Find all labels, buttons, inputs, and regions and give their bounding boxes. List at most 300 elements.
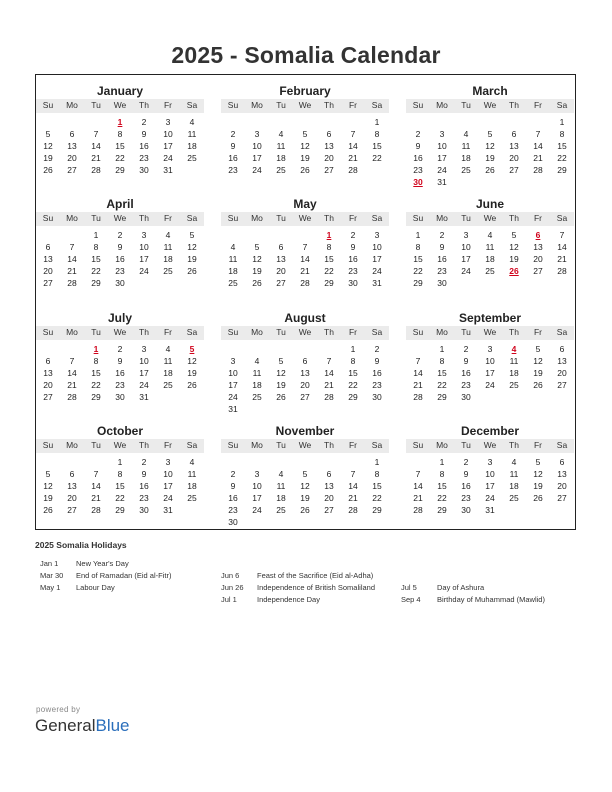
month-block xyxy=(406,197,574,307)
month-block xyxy=(36,424,204,534)
month-block xyxy=(221,84,389,194)
day-cell: 30 xyxy=(461,392,471,402)
day-cell: 5 xyxy=(45,469,51,479)
day-cell: 22 xyxy=(437,380,447,390)
day-cell: 16 xyxy=(228,493,238,503)
day-cell: 13 xyxy=(324,481,334,491)
day-cell: 14 xyxy=(300,254,310,264)
day-cell: 8 xyxy=(439,469,445,479)
day-cell: 14 xyxy=(413,368,423,378)
day-cell: 23 xyxy=(461,493,471,503)
day-cell: 27 xyxy=(300,392,310,402)
day-cell: 16 xyxy=(413,153,423,163)
month-block xyxy=(36,197,204,307)
day-cell: 28 xyxy=(300,278,310,288)
day-cell: 26 xyxy=(300,165,310,175)
day-cell: 28 xyxy=(348,505,358,515)
day-cell: 10 xyxy=(485,469,495,479)
day-cell: 17 xyxy=(252,493,262,503)
weekday-label: Mo xyxy=(66,327,78,337)
day-cell: 6 xyxy=(45,242,51,252)
day-cell: 22 xyxy=(91,380,101,390)
holidays-title: 2025 Somalia Holidays xyxy=(35,540,127,550)
day-cell: 23 xyxy=(372,380,382,390)
generalblue-logo[interactable] xyxy=(35,716,130,736)
day-cell: 25 xyxy=(276,165,286,175)
weekday-label: We xyxy=(483,213,497,223)
day-cell: 13 xyxy=(557,356,567,366)
weekday-label: Tu xyxy=(461,440,471,450)
day-cell: 3 xyxy=(254,129,260,139)
weekday-label: Su xyxy=(412,213,424,223)
day-cell: 19 xyxy=(300,153,310,163)
holiday-day-cell: 30 xyxy=(413,177,423,187)
weekday-header xyxy=(406,326,574,340)
day-cell: 24 xyxy=(485,380,495,390)
weekday-label: Th xyxy=(509,213,519,223)
month-block xyxy=(36,311,204,421)
day-cell: 19 xyxy=(252,266,262,276)
day-cell: 2 xyxy=(415,129,421,139)
day-cell: 20 xyxy=(67,493,77,503)
day-cell: 5 xyxy=(487,129,493,139)
weekday-label: Su xyxy=(227,440,239,450)
holiday-day-cell: 5 xyxy=(189,344,195,354)
day-cell: 29 xyxy=(324,278,334,288)
day-cell: 22 xyxy=(413,266,423,276)
day-cell: 9 xyxy=(463,469,469,479)
weekday-header xyxy=(406,212,574,226)
weekday-label: Mo xyxy=(66,100,78,110)
day-cell: 27 xyxy=(276,278,286,288)
weekday-label: Tu xyxy=(276,100,286,110)
holiday-date: Jun 26 xyxy=(221,583,244,592)
day-cell: 14 xyxy=(67,368,77,378)
day-cell: 25 xyxy=(187,153,197,163)
day-cell: 9 xyxy=(374,356,380,366)
weekday-label: Fr xyxy=(348,100,358,110)
day-cell: 20 xyxy=(276,266,286,276)
day-cell: 23 xyxy=(228,165,238,175)
day-cell: 25 xyxy=(485,266,495,276)
day-cell: 18 xyxy=(276,493,286,503)
month-block xyxy=(221,424,389,534)
day-cell: 19 xyxy=(533,368,543,378)
day-cell: 9 xyxy=(439,242,445,252)
day-cell: 9 xyxy=(141,469,147,479)
weekday-label: We xyxy=(113,100,127,110)
day-cell: 2 xyxy=(439,230,445,240)
day-cell: 23 xyxy=(413,165,423,175)
day-cell: 20 xyxy=(324,493,334,503)
day-cell: 17 xyxy=(139,254,149,264)
day-cell: 27 xyxy=(67,165,77,175)
day-cell: 29 xyxy=(372,505,382,515)
holiday-name: Labour Day xyxy=(76,583,115,592)
day-cell: 8 xyxy=(93,242,99,252)
day-cell: 15 xyxy=(372,481,382,491)
day-cell: 21 xyxy=(533,153,543,163)
weekday-label: Sa xyxy=(371,327,383,337)
day-cell: 15 xyxy=(437,481,447,491)
day-cell: 4 xyxy=(278,469,284,479)
day-cell: 13 xyxy=(324,141,334,151)
day-cell: 21 xyxy=(324,380,334,390)
day-cell: 2 xyxy=(463,457,469,467)
day-cell: 3 xyxy=(254,469,260,479)
day-cell: 28 xyxy=(91,505,101,515)
day-cell: 6 xyxy=(69,129,75,139)
day-cell: 18 xyxy=(252,380,262,390)
weekday-label: Su xyxy=(227,100,239,110)
day-cell: 31 xyxy=(228,404,238,414)
day-cell: 16 xyxy=(372,368,382,378)
day-cell: 30 xyxy=(437,278,447,288)
day-cell: 27 xyxy=(557,380,567,390)
day-cell: 20 xyxy=(43,266,53,276)
day-cell: 7 xyxy=(326,356,332,366)
day-cell: 10 xyxy=(461,242,471,252)
day-cell: 20 xyxy=(557,368,567,378)
powered-by-label: powered by xyxy=(36,705,81,714)
day-cell: 12 xyxy=(509,242,519,252)
weekday-header xyxy=(406,99,574,113)
day-cell: 18 xyxy=(163,254,173,264)
day-cell: 20 xyxy=(509,153,519,163)
holiday-date: Sep 4 xyxy=(401,595,421,604)
day-cell: 9 xyxy=(415,141,421,151)
day-cell: 18 xyxy=(228,266,238,276)
weekday-label: We xyxy=(483,327,497,337)
day-cell: 9 xyxy=(230,481,236,491)
day-cell: 11 xyxy=(228,254,238,264)
day-cell: 9 xyxy=(230,141,236,151)
day-cell: 10 xyxy=(252,481,262,491)
month-name: September xyxy=(458,311,522,325)
day-cell: 23 xyxy=(348,266,358,276)
day-cell: 1 xyxy=(439,457,445,467)
holiday-name: Day of Ashura xyxy=(437,583,485,592)
day-cell: 14 xyxy=(557,242,567,252)
weekday-label: Th xyxy=(509,327,519,337)
day-cell: 15 xyxy=(91,254,101,264)
weekday-header xyxy=(36,99,204,113)
day-cell: 12 xyxy=(187,356,197,366)
day-cell: 6 xyxy=(302,356,308,366)
weekday-label: Sa xyxy=(556,327,568,337)
day-cell: 13 xyxy=(276,254,286,264)
weekday-label: Fr xyxy=(163,100,173,110)
day-cell: 19 xyxy=(485,153,495,163)
day-cell: 12 xyxy=(43,141,53,151)
holiday-item xyxy=(221,583,375,592)
day-cell: 10 xyxy=(437,141,447,151)
day-cell: 13 xyxy=(43,254,53,264)
weekday-label: Sa xyxy=(556,100,568,110)
day-cell: 30 xyxy=(115,392,125,402)
day-cell: 12 xyxy=(300,481,310,491)
day-cell: 13 xyxy=(557,469,567,479)
day-cell: 8 xyxy=(117,469,123,479)
day-cell: 25 xyxy=(163,266,173,276)
day-cell: 23 xyxy=(228,505,238,515)
day-cell: 10 xyxy=(139,356,149,366)
weekday-label: Th xyxy=(139,327,149,337)
day-cell: 3 xyxy=(141,344,147,354)
day-cell: 8 xyxy=(374,129,380,139)
weekday-label: We xyxy=(483,100,497,110)
day-cell: 13 xyxy=(533,242,543,252)
day-cell: 12 xyxy=(300,141,310,151)
day-cell: 19 xyxy=(187,368,197,378)
day-cell: 16 xyxy=(348,254,358,264)
day-cell: 15 xyxy=(91,368,101,378)
day-cell: 12 xyxy=(43,481,53,491)
day-cell: 23 xyxy=(139,493,149,503)
day-cell: 24 xyxy=(163,153,173,163)
day-cell: 5 xyxy=(535,344,541,354)
day-cell: 16 xyxy=(115,254,125,264)
day-cell: 9 xyxy=(141,129,147,139)
day-cell: 6 xyxy=(559,344,565,354)
day-cell: 5 xyxy=(302,129,308,139)
holiday-name: Birthday of Muhammad (Mawlid) xyxy=(437,595,545,604)
day-cell: 26 xyxy=(276,392,286,402)
logo-part-blue: Blue xyxy=(95,716,130,735)
day-cell: 2 xyxy=(141,117,147,127)
weekday-label: Su xyxy=(42,213,54,223)
day-cell: 25 xyxy=(187,493,197,503)
weekday-header xyxy=(221,212,389,226)
weekday-label: Su xyxy=(412,327,424,337)
day-cell: 11 xyxy=(252,368,262,378)
weekday-label: Fr xyxy=(163,327,173,337)
day-cell: 18 xyxy=(485,254,495,264)
weekday-label: Su xyxy=(42,100,54,110)
day-cell: 11 xyxy=(163,242,173,252)
day-cell: 15 xyxy=(115,141,125,151)
day-cell: 28 xyxy=(348,165,358,175)
day-cell: 2 xyxy=(350,230,356,240)
day-cell: 18 xyxy=(187,481,197,491)
weekday-label: Sa xyxy=(556,213,568,223)
weekday-label: Th xyxy=(324,327,334,337)
day-cell: 11 xyxy=(187,469,197,479)
day-cell: 8 xyxy=(326,242,332,252)
day-cell: 4 xyxy=(230,242,236,252)
day-cell: 27 xyxy=(533,266,543,276)
day-cell: 7 xyxy=(350,469,356,479)
day-cell: 28 xyxy=(324,392,334,402)
month-name: February xyxy=(279,84,331,98)
day-cell: 19 xyxy=(276,380,286,390)
day-cell: 7 xyxy=(350,129,356,139)
day-cell: 21 xyxy=(413,493,423,503)
month-name: December xyxy=(460,424,520,438)
weekday-label: Sa xyxy=(186,327,198,337)
month-name: July xyxy=(107,311,132,325)
day-cell: 3 xyxy=(487,344,493,354)
day-cell: 21 xyxy=(67,266,77,276)
weekday-label: Th xyxy=(509,100,519,110)
day-cell: 21 xyxy=(67,380,77,390)
day-cell: 26 xyxy=(43,505,53,515)
day-cell: 16 xyxy=(139,481,149,491)
day-cell: 15 xyxy=(115,481,125,491)
day-cell: 29 xyxy=(115,505,125,515)
holiday-date: May 1 xyxy=(40,583,61,592)
day-cell: 18 xyxy=(461,153,471,163)
day-cell: 15 xyxy=(413,254,423,264)
month-block xyxy=(406,311,574,421)
month-block xyxy=(406,424,574,534)
day-cell: 20 xyxy=(300,380,310,390)
weekday-label: Tu xyxy=(91,327,101,337)
day-cell: 25 xyxy=(276,505,286,515)
day-cell: 7 xyxy=(93,469,99,479)
day-cell: 29 xyxy=(413,278,423,288)
day-cell: 23 xyxy=(115,380,125,390)
day-cell: 7 xyxy=(69,356,75,366)
day-cell: 20 xyxy=(324,153,334,163)
holiday-day-cell: 1 xyxy=(117,117,123,127)
day-cell: 6 xyxy=(69,469,75,479)
day-cell: 14 xyxy=(413,481,423,491)
day-cell: 12 xyxy=(252,254,262,264)
day-cell: 27 xyxy=(324,505,334,515)
weekday-label: Th xyxy=(324,213,334,223)
weekday-label: We xyxy=(483,440,497,450)
day-cell: 5 xyxy=(45,129,51,139)
logo-part-general: General xyxy=(35,716,96,735)
day-cell: 24 xyxy=(437,165,447,175)
day-cell: 17 xyxy=(163,141,173,151)
weekday-label: We xyxy=(113,327,127,337)
weekday-label: Mo xyxy=(436,213,448,223)
day-cell: 24 xyxy=(252,505,262,515)
month-name: January xyxy=(96,84,144,98)
day-cell: 31 xyxy=(485,505,495,515)
weekday-label: Su xyxy=(42,440,54,450)
weekday-label: Mo xyxy=(251,100,263,110)
day-cell: 12 xyxy=(533,469,543,479)
weekday-label: Mo xyxy=(251,327,263,337)
day-cell: 30 xyxy=(348,278,358,288)
day-cell: 24 xyxy=(485,493,495,503)
day-cell: 17 xyxy=(461,254,471,264)
day-cell: 26 xyxy=(43,165,53,175)
day-cell: 30 xyxy=(139,505,149,515)
weekday-label: Th xyxy=(139,100,149,110)
day-cell: 22 xyxy=(115,153,125,163)
day-cell: 4 xyxy=(165,344,171,354)
day-cell: 13 xyxy=(300,368,310,378)
day-cell: 4 xyxy=(189,117,195,127)
holiday-name: New Year's Day xyxy=(76,559,129,568)
day-cell: 5 xyxy=(511,230,517,240)
day-cell: 9 xyxy=(350,242,356,252)
day-cell: 4 xyxy=(254,356,260,366)
day-cell: 27 xyxy=(324,165,334,175)
day-cell: 5 xyxy=(535,457,541,467)
day-cell: 22 xyxy=(557,153,567,163)
holiday-item xyxy=(40,571,171,580)
weekday-label: Mo xyxy=(66,213,78,223)
day-cell: 14 xyxy=(348,141,358,151)
day-cell: 1 xyxy=(117,457,123,467)
day-cell: 19 xyxy=(187,254,197,264)
day-cell: 19 xyxy=(533,481,543,491)
month-name: April xyxy=(106,197,134,211)
day-cell: 5 xyxy=(278,356,284,366)
day-cell: 3 xyxy=(487,457,493,467)
day-cell: 19 xyxy=(43,493,53,503)
day-cell: 2 xyxy=(141,457,147,467)
day-cell: 28 xyxy=(67,392,77,402)
weekday-label: Fr xyxy=(163,213,173,223)
holiday-item xyxy=(40,559,129,568)
day-cell: 6 xyxy=(45,356,51,366)
day-cell: 17 xyxy=(252,153,262,163)
day-cell: 26 xyxy=(533,380,543,390)
weekday-label: We xyxy=(113,213,127,223)
day-cell: 18 xyxy=(163,368,173,378)
weekday-label: Tu xyxy=(276,440,286,450)
day-cell: 6 xyxy=(326,129,332,139)
day-cell: 6 xyxy=(326,469,332,479)
day-cell: 11 xyxy=(509,356,519,366)
holiday-item xyxy=(40,583,115,592)
day-cell: 1 xyxy=(93,230,99,240)
holiday-day-cell: 4 xyxy=(511,344,517,354)
day-cell: 14 xyxy=(91,141,101,151)
day-cell: 31 xyxy=(163,165,173,175)
day-cell: 18 xyxy=(509,481,519,491)
day-cell: 29 xyxy=(91,278,101,288)
day-cell: 18 xyxy=(187,141,197,151)
day-cell: 7 xyxy=(535,129,541,139)
holiday-day-cell: 1 xyxy=(93,344,99,354)
day-cell: 19 xyxy=(43,153,53,163)
day-cell: 29 xyxy=(437,505,447,515)
day-cell: 27 xyxy=(509,165,519,175)
weekday-label: Mo xyxy=(436,327,448,337)
weekday-label: Sa xyxy=(186,440,198,450)
day-cell: 7 xyxy=(302,242,308,252)
day-cell: 8 xyxy=(93,356,99,366)
weekday-label: Tu xyxy=(276,327,286,337)
day-cell: 7 xyxy=(415,469,421,479)
day-cell: 21 xyxy=(348,493,358,503)
page-title: 2025 - Somalia Calendar xyxy=(171,42,441,68)
day-cell: 16 xyxy=(139,141,149,151)
day-cell: 10 xyxy=(372,242,382,252)
weekday-label: Fr xyxy=(348,440,358,450)
day-cell: 31 xyxy=(372,278,382,288)
holiday-name: Independence of British Somaliland xyxy=(257,583,375,592)
day-cell: 7 xyxy=(415,356,421,366)
day-cell: 3 xyxy=(165,117,171,127)
day-cell: 10 xyxy=(228,368,238,378)
day-cell: 21 xyxy=(557,254,567,264)
day-cell: 31 xyxy=(163,505,173,515)
day-cell: 13 xyxy=(67,141,77,151)
weekday-label: Mo xyxy=(66,440,78,450)
day-cell: 15 xyxy=(557,141,567,151)
holiday-item xyxy=(401,583,484,592)
day-cell: 17 xyxy=(485,481,495,491)
day-cell: 16 xyxy=(115,368,125,378)
